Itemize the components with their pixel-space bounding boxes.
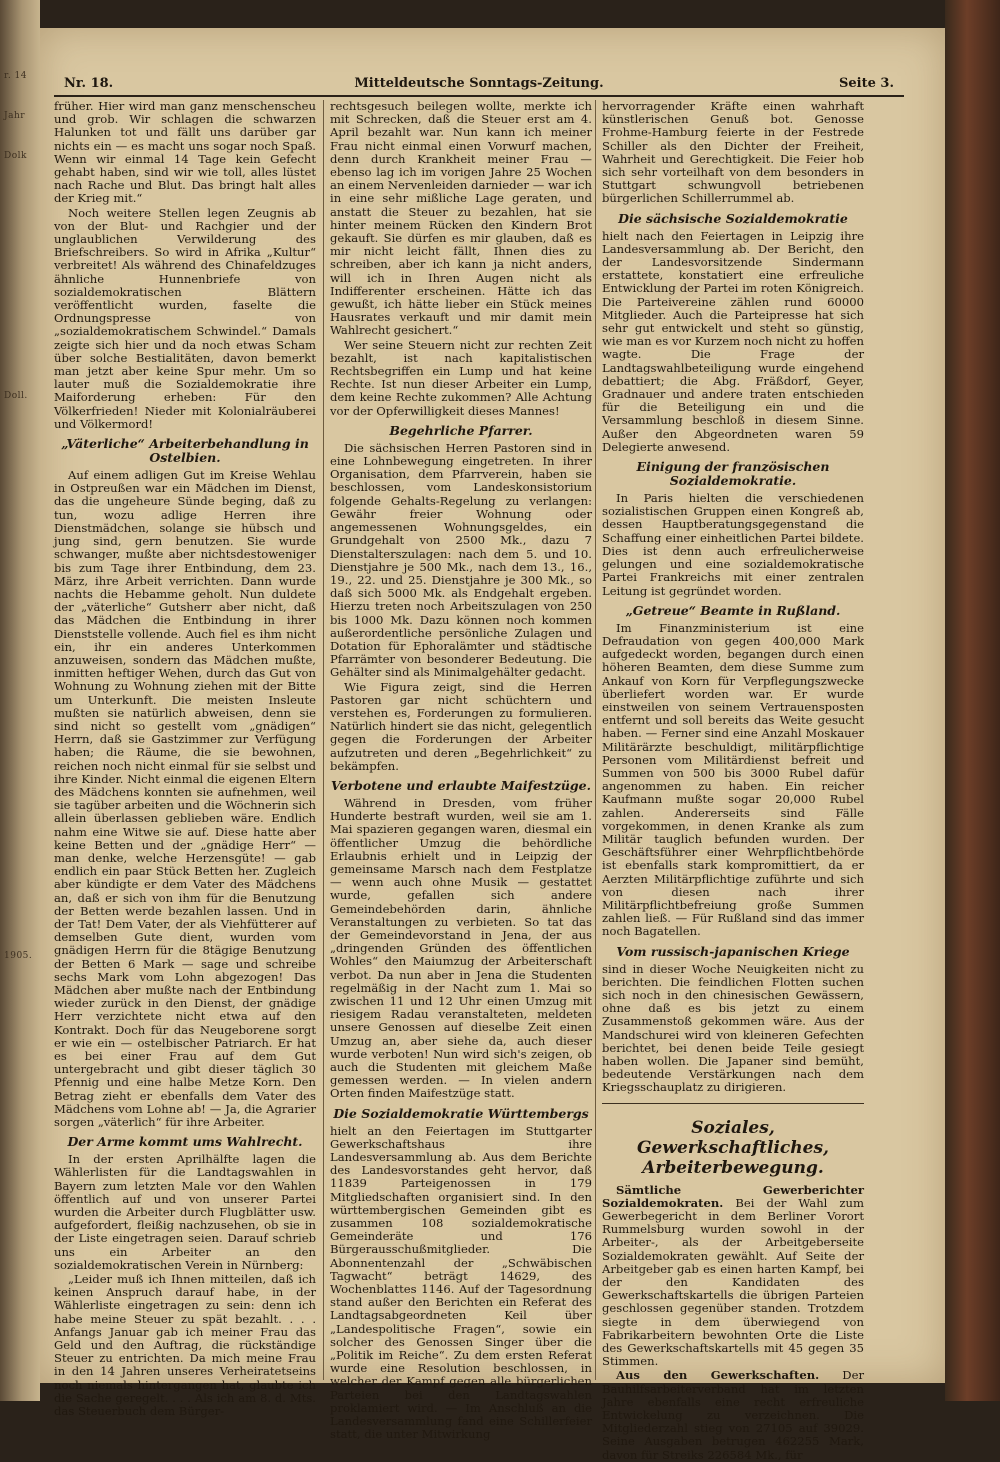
paragraph: Während in Dresden, vom früher Hunderte bestraft wurden, weil sie am 1. Mai spazieren gegangen waren, diesmal ein öffentlicher Umzug die behördliche Erlaubnis erhielt und in Leipzig der gemeinsame Marsch nach dem Festplatze — wenn auch ohne Musik — gestattet wurde, gefallen sich andere Gemeindebehörden darin, ähnliche Veranstaltungen zu verbieten. So tat das der Gemeindevorstand in Jena, der aus „dringenden Gründen des öffentlichen Wohles“ den Maiumzug der Arbeiterschaft verbot. Da nun aber in Jena die Studenten regelmäßig in der Nacht zum 1. Mai so zwischen 11 und 12 Uhr einen Umzug mit riesigem Radau veranstalteten, meldeten unsere Genossen auf dieselbe Zeit einen Umzug an, aber siehe da, auch dieser wurde verboten! Nun wird sich's zeigen, ob auch die Studenten mit gleichem Maße gemessen werden. — In vielen andern Orten finden Maifestzüge statt. <box>330 795 592 1101</box>
page-header <box>64 76 894 94</box>
article-headline: Die sächsische Sozialdemokratie <box>618 210 848 226</box>
paragraph: Wer seine Steuern nicht zur rechten Zeit bezahlt, ist nach kapitalistischen Rechtsbegriffen ein Lump und hat keine Rechte. Ist nun dieser Arbeiter ein Lump, dem keine Rechte zukommen? Alle Achtung vor der Opferwilligkeit dieses Mannes! <box>330 337 592 418</box>
paragraph: früher. Hier wird man ganz menschenscheu und grob. Wir schlagen die schwarzen Halunken tot und fällt uns darüber gar nichts ein — es macht uns sogar noch Spaß. Wenn wir einmal 14 Tage kein Gefecht gehabt haben, sind wir wie toll, alles lüstet nach Rache und Blut. Das bringt halt alles der Krieg mit.“ <box>54 99 316 206</box>
run-in-headline: Aus den Gewerkschaften. <box>616 1368 820 1383</box>
fragment: Jahr <box>4 111 26 121</box>
header-rule <box>54 95 904 97</box>
paragraph-text: Bei der Wahl zum Gewerbegericht in dem Berliner Vorort Rummelsburg wurden sowohl in der Arbeiter-, als der Arbeitgeberseite Sozialdemokraten gewählt. Auf Seite der Arbeitgeber gab es einen harten Kampf, bei der den Kandidaten des Gewerkschaftskartells die übrigen Parteien geschlossen gegenüber standen. Trotzdem siegte in dem überwiegend von Fabrikarbeitern bewohnten Orte die Liste des Gewerkschaftskartells mit 45 gegen 35 Stimmen. <box>602 1195 864 1369</box>
article-headline: „Getreue“ Beamte in Rußland. <box>625 602 841 618</box>
article-headline: Einigung der französischen Sozialdemokratie. <box>636 459 830 489</box>
paragraph: Wie Figura zeigt, sind die Herren Pastoren gar nicht schüchtern und verstehen es, Forderungen zu formulieren. Natürlich hindert sie das nicht, gelegentlich gegen die Forderungen der Arbeiter aufzutreten und deren „Begehrlichkeit“ zu bekämpfen. <box>330 679 592 773</box>
paragraph: Auf einem adligen Gut im Kreise Wehlau in Ostpreußen war ein Mädchen im Dienst, das die ungeheure Sünde beging, daß zu tun, wozu adlige Herren ihre Dienstmädchen, solange sie hübsch und jung sind, gern benutzen. Sie wurde schwanger, mußte aber nichtsdestoweniger bis zum Tage ihrer Entbindung, dem 23. März, ihre Arbeit verrichten. Dann wurde nachts die Hebamme geholt. Nun duldete der „väterliche“ Gutsherr aber nicht, daß das Mädchen die Entbindung in ihrer Dienststelle vollende. Auch fiel es ihm nicht ein, ihr ein anderes Unterkommen anzuweisen, sondern das Mädchen mußte, inmitten heftiger Wehen, durch das Gut von Wohnung zu Wohnung ziehen mit der Bitte um Unterkunft. Die meisten Insleute mußten sie natürlich abweisen, denn sie sind nicht so gestellt vom „gnädigen“ Herrn, daß sie Gastzimmer zur Verfügung haben; die Räume, die sie bewohnen, reichen noch nicht einmal für sie selbst und ihre Kinder. Nicht einmal die eigenen Eltern des Mädchens konnten sie aufnehmen, weil sie tagüber arbeiten und die Wöchnerin sich allein überlassen geblieben wäre. Endlich nahm eine Witwe sie auf. Diese hatte aber keine Betten und der „gnädige Herr“ — man denke, welche Herzensgüte! — gab endlich ein paar Stück Betten her. Zugleich aber kündigte er dem Vater des Mädchens an, daß er sich von ihm für die Benutzung der Betten werde bezahlen lassen. Und in der Tat! Dem Vater, der als Viehfütterer auf demselben Gute dient, wurden vom gnädigen Herrn für die 8tägige Benutzung der Betten 6 Mark — sage und schreibe sechs Mark vom Lohn abgezogen! Das Mädchen aber mußte nach der Entbindung wieder zurück in den Dienst, der gnädige Herr verzichtete nicht etwa auf den Kontrakt. Doch für das Neugeborene sorgt er wie ein — ostelbischer Patriarch. Er hat es bei einer Frau auf dem Gut untergebracht und gibt dieser täglich 30 Pfennig und eine halbe Metze Korn. Den Betrag zieht er ebenfalls dem Vater des Mädchens vom Lohne ab! — Ja, die Agrarier sorgen „väterlich“ für ihre Arbeiter. <box>54 468 316 1130</box>
fragment: Doll. <box>4 391 28 401</box>
article-headline: Vom russisch-japanischen Kriege <box>616 943 850 959</box>
article-headline: Verbotene und erlaubte Maifestzüge. <box>331 777 591 793</box>
column-3 <box>602 99 864 1462</box>
paragraph: Im Finanzministerium ist eine Defraudation von gegen 400,000 Mark aufgedeckt worden, begangen durch einen höheren Beamten, dem diese Summe zum Ankauf von Korn für Verpflegungszwecke überliefert worden war. Er wurde einstweilen von seinem Vertrauensposten entfernt und soll bereits das Weite gesucht haben. — Ferner sind eine Anzahl Moskauer Militärärzte beschuldigt, militärpflichtige Personen vom Militärdienst befreit und Summen von 500 bis 3000 Rubel dafür angenommen zu haben. Ein reicher Kaufmann mußte sogar 20,000 Rubel zahlen. Andererseits sind Fälle vorgekommen, in denen Kranke als zum Militär tauglich befunden wurden. Der Geschäftsführer einer Wehrpflichtbehörde ist ebenfalls stark kompromittiert, da er Aerzten Militärpflichtige zuführte und sich von diesen nach ihrer Militärpflichtbefreiung große Summen zahlen ließ. — Für Rußland sind das immer noch Bagatellen. <box>602 620 864 939</box>
paragraph <box>602 1369 864 1461</box>
article-headline: Begehrliche Pfarrer. <box>389 422 533 438</box>
column-2 <box>330 99 592 1442</box>
run-in-headline: Sämtliche Gewerberichter Sozialdemokraten. <box>602 1182 864 1210</box>
article-headline: „Väterliche“ Arbeiterbehandlung in Ostelbien. <box>61 436 309 466</box>
page-number: Seite 3. <box>839 76 894 91</box>
newspaper-page <box>40 28 945 1462</box>
paragraph <box>602 1184 864 1369</box>
column-divider <box>595 100 596 1380</box>
column-divider <box>323 100 324 1380</box>
paragraph: „Leider muß ich Ihnen mitteilen, daß ich keinen Anspruch darauf habe, in der Wählerliste eingetragen zu sein: denn ich habe meine Steuer zu spät bezahlt. . . . Anfangs Januar gab ich meiner Frau das Geld und den Auftrag, die rückständige Steuer zu entrichten. Da mich meine Frau in den 14 Jahren unseres Verheiratetseins noch niemals hintergangen hat, glaubte ich die Sache geregelt. . . . Als ich am 8. d. Mts. das Steuerbuch dem Bürger- <box>54 1272 316 1419</box>
paragraph: hervorragender Kräfte einen wahrhaft künstlerischen Genuß bot. Genosse Frohme-Hamburg feierte in der Festrede Schiller als den Dichter der Freiheit, Wahrheit und Gerechtigkeit. Die Feier hob sich sehr vorteilhaft von dem besonders in Stuttgart schwungvoll betriebenen bürgerlichen Schillerrummel ab. <box>602 99 864 206</box>
fragment: r. 14 <box>4 71 27 81</box>
right-book-cover-edge <box>945 0 1000 1401</box>
section-rule <box>602 1103 864 1104</box>
paragraph-text: Der Bauhilfsarbeiterverband hat im letzten Jahre ebenfalls eine recht erfreuliche Entwickelung zu verzeichnen. Die Mitgliederzahl stieg von 27105 auf 39029. Seine Ausgaben betrugen 462255 Mark, davon für Streiks 226584 Mk., für <box>602 1368 864 1462</box>
newspaper-title: Mitteldeutsche Sonntags-Zeitung. <box>354 76 604 91</box>
paragraph: hielt nach den Feiertagen in Leipzig ihre Landesversammlung ab. Der Bericht, den der Landesvorsitzende Sindermann erstattete, konstatiert eine erfreuliche Entwicklung der Partei im roten Königreich. Die Parteivereine zählen rund 60000 Mitglieder. Auch die Parteipresse hat sich sehr gut entwickelt und steht so günstig, wie man es vor Kurzem noch nicht zu hoffen wagte. Die Frage der Landtagswahlbeteiligung wurde eingehend debattiert; die Abg. Fräßdorf, Geyer, Gradnauer und andere traten entschieden für die Beteiligung ein und die Versammlung beschloß in diesem Sinne. Außer den Abgeordneten waren 59 Delegierte anwesend. <box>602 228 864 454</box>
article-headline: Der Arme kommt ums Wahlrecht. <box>67 1134 303 1150</box>
left-binding-edge <box>0 0 40 1401</box>
section-heading: Soziales, Gewerkschaftliches, Arbeiterbewegung. <box>637 1117 829 1178</box>
paragraph: hielt an den Feiertagen im Stuttgarter Gewerkschaftshaus ihre Landesversammlung ab. Aus dem Berichte des Landesvorstandes geht hervor, daß 11839 Parteigenossen in 179 Mitgliedschaften organisiert sind. In den württembergischen Gemeinden gibt es zusammen 108 sozialdemokratische Gemeinderäte und 176 Bürgerausschußmitglieder. Die Abonnentenzahl der „Schwäbischen Tagwacht“ beträgt 14629, des Wochenblattes 1146. Auf der Tagesordnung stand außer den Berichten ein Referat des Landtagsabgeordneten Keil über „Landespolitische Fragen“, sowie ein solcher des Genossen Singer über die „Politik im Reiche“. Zu dem ersten Referat wurde eine Resolution beschlossen, in welcher der Kampf gegen alle bürgerlichen Parteien bei den Landtagswahlen proklamiert wird. — Im Anschluß an die Landesversammlung fand eine Schillerfeier statt, die unter Mitwirkung <box>330 1123 592 1442</box>
issue-number: Nr. 18. <box>64 76 114 91</box>
adjacent-page-fragments <box>4 70 36 990</box>
paragraph: In der ersten Aprilhälfte lagen die Wählerlisten für die Landtagswahlen in Bayern zum letzten Male vor den Wahlen öffentlich auf und von unserer Partei wurden die Arbeiter durch Flugblätter usw. aufgefordert, fleißig nachzusehen, ob sie in der Liste eingetragen seien. Darauf schrieb uns ein Arbeiter an den sozialdemokratischen Verein in Nürnberg: <box>54 1152 316 1272</box>
article-headline: Die Sozialdemokratie Württembergs <box>333 1105 589 1121</box>
paragraph: Noch weitere Stellen legen Zeugnis ab von der Blut- und Rachgier und der unglaublichen Verwilderung des Briefschreibers. So wird in Afrika „Kultur“ verbreitet! Als während des Chinafeldzuges ähnliche Hunnenbriefe von sozialdemokratischen Blättern veröffentlicht wurden, faselte die Ordnungspresse von „sozialdemokratischem Schwindel.“ Damals zeigte sich hier und da noch etwas Scham über solche Bestialitäten, davon bemerkt man jetzt aber keine Spur mehr. Um so lauter muß die Sozialdemokratie ihre Maiforderung erheben: Für den Völkerfrieden! Nieder mit Kolonialräuberei und Völkermord! <box>54 205 316 431</box>
paragraph: In Paris hielten die verschiedenen sozialistischen Gruppen einen Kongreß ab, dessen Hauptberatungsgegenstand die Schaffung einer einheitlichen Partei bildete. Dies ist denn auch erfreulicherweise gelungen und eine sozialdemokratische Partei Frankreichs mit einer zentralen Leitung ist gegründet worden. <box>602 491 864 598</box>
fragment: Dolk <box>4 151 27 161</box>
paragraph: sind in dieser Woche Neuigkeiten nicht zu berichten. Die feindlichen Flotten suchen sich noch in den chinesischen Gewässern, ohne daß es bis jetzt zu einem Zusammenstoß gekommen wäre. Aus der Mandschurei wird von kleineren Gefechten berichtet, bei denen beide Teile gesiegt haben wollen. Die Japaner sind bemüht, bedeutende Verstärkungen nach dem Kriegsschauplatz zu dirigieren. <box>602 961 864 1095</box>
fragment: 1905. <box>4 951 33 961</box>
paragraph: Die sächsischen Herren Pastoren sind in eine Lohnbewegung eingetreten. In ihrer Organisation, dem Pfarrverein, haben sie beschlossen, vom Landeskonsistorium folgende Gehalts-Regelung zu verlangen: Gewähr freier Wohnung oder angemessenen Wohnungsgeldes, ein Grundgehalt von 2500 Mk., dazu 7 Dienstalterszulagen: nach dem 5. und 10. Dienstjahre je 500 Mk., nach dem 13., 16., 19., 22. und 25. Dienstjahre je 300 Mk., so daß sich 5000 Mk. als Endgehalt ergeben. Hierzu treten noch Arbeitszulagen von 250 bis 1000 Mk. Dazu können noch kommen außerordentliche persönliche Zulagen und Dotation für Ephoralämter und städtische Pfarrämter von besonderer Bedeutung. Die Gehälter sind als Minimalgehälter gedacht. <box>330 440 592 680</box>
column-1 <box>54 99 316 1419</box>
paragraph: rechtsgesuch beilegen wollte, merkte ich mit Schrecken, daß die Steuer erst am 4. April bezahlt war. Nun kann ich meiner Frau nicht einmal einen Vorwurf machen, denn durch Krankheit meiner Frau — ebenso lag ich im vorigen Jahre 25 Wochen an einem Nervenleiden darnieder — war ich in eine sehr mißliche Lage geraten, und anstatt die Steuer zu bezahlen, hat sie hinter meinem Rücken den Kindern Brot gekauft. Sie dürfen es mir glauben, daß es mir nicht leicht fällt, Ihnen dies zu schreiben, aber ich kann ja nicht anders, will ich in Ihren Augen nicht als Indifferenter erscheinen. Hätte ich das gewußt, ich hätte lieber ein Stück meines Hausrates verkauft und mir damit mein Wahlrecht gesichert.“ <box>330 99 592 338</box>
